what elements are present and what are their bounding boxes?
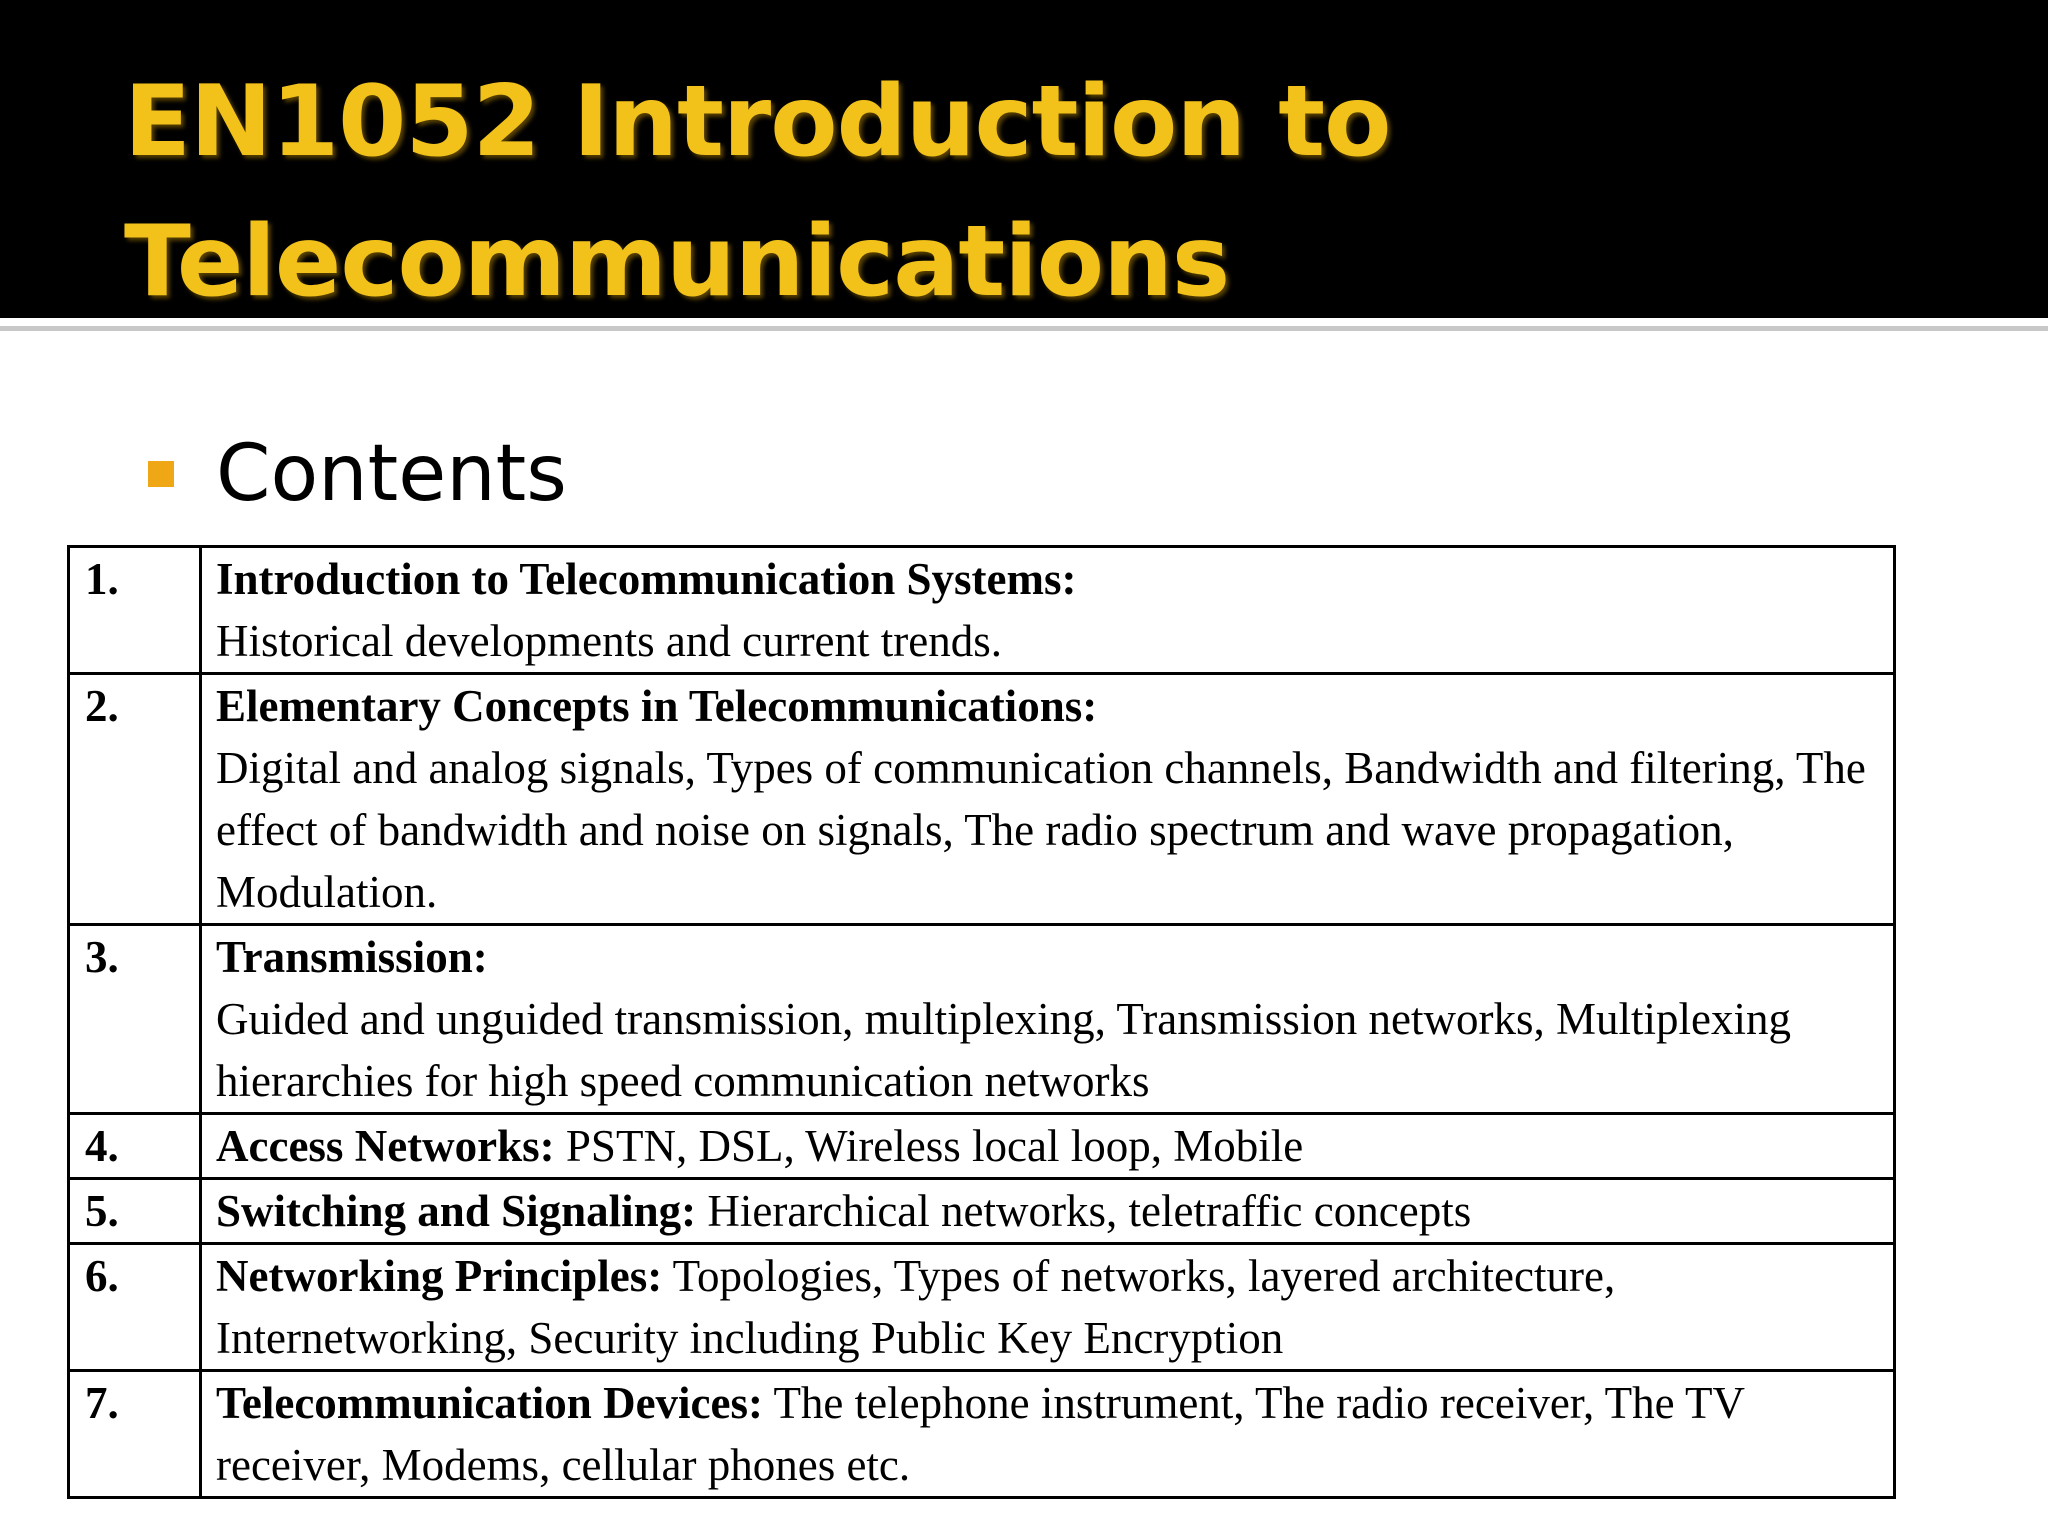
row-description: Hierarchical networks, teletraffic concepts	[707, 1186, 1472, 1236]
row-number: 1.	[69, 547, 201, 674]
bullet-contents	[148, 424, 567, 524]
row-description: The telephone instrument, The radio receiver, The TV receiver, Modems, cellular phones etc.	[216, 1378, 1745, 1490]
row-number: 6.	[69, 1244, 201, 1371]
row-heading: Access Networks:	[216, 1121, 555, 1171]
bullet-label: Contents	[216, 429, 567, 519]
row-number: 4.	[69, 1114, 201, 1179]
row-content	[201, 547, 1895, 674]
row-number: 7.	[69, 1371, 201, 1498]
row-heading: Elementary Concepts in Telecommunications:	[216, 681, 1098, 731]
table-row	[69, 925, 1895, 1114]
row-description: Digital and analog signals, Types of communication channels, Bandwidth and filtering, The effect of bandwidth and noise on signals, The radio spectrum and wave propagation, Modulation.	[216, 743, 1866, 917]
row-number: 2.	[69, 674, 201, 925]
table-row	[69, 1114, 1895, 1179]
row-number: 5.	[69, 1179, 201, 1244]
contents-table	[67, 545, 1896, 1499]
table-row	[69, 1179, 1895, 1244]
table-row	[69, 674, 1895, 925]
row-heading: Switching and Signaling:	[216, 1186, 697, 1236]
row-content	[201, 925, 1895, 1114]
row-description: Guided and unguided transmission, multiplexing, Transmission networks, Multiplexing hierarchies for high speed communication networks	[216, 994, 1791, 1106]
row-content	[201, 1179, 1895, 1244]
row-description: PSTN, DSL, Wireless local loop, Mobile	[565, 1121, 1304, 1171]
row-content	[201, 674, 1895, 925]
row-heading: Introduction to Telecommunication Systems:	[216, 554, 1077, 604]
square-bullet-icon	[148, 461, 174, 487]
slide-title	[124, 52, 1824, 332]
row-heading: Networking Principles:	[216, 1251, 663, 1301]
table-row	[69, 1371, 1895, 1498]
slide-title-line-1: EN1052 Introduction to	[124, 65, 1391, 179]
row-number: 3.	[69, 925, 201, 1114]
row-content	[201, 1371, 1895, 1498]
row-heading: Transmission:	[216, 932, 488, 982]
row-heading: Telecommunication Devices:	[216, 1378, 763, 1428]
row-description: Historical developments and current trends.	[216, 616, 1003, 666]
slide-title-line-2: Telecommunications	[124, 205, 1230, 319]
row-description: Topologies, Types of networks, layered architecture, Internetworking, Security including Public Key Encryption	[216, 1251, 1616, 1363]
title-divider	[0, 326, 2048, 331]
row-content	[201, 1244, 1895, 1371]
table-row	[69, 547, 1895, 674]
row-content	[201, 1114, 1895, 1179]
table-row	[69, 1244, 1895, 1371]
